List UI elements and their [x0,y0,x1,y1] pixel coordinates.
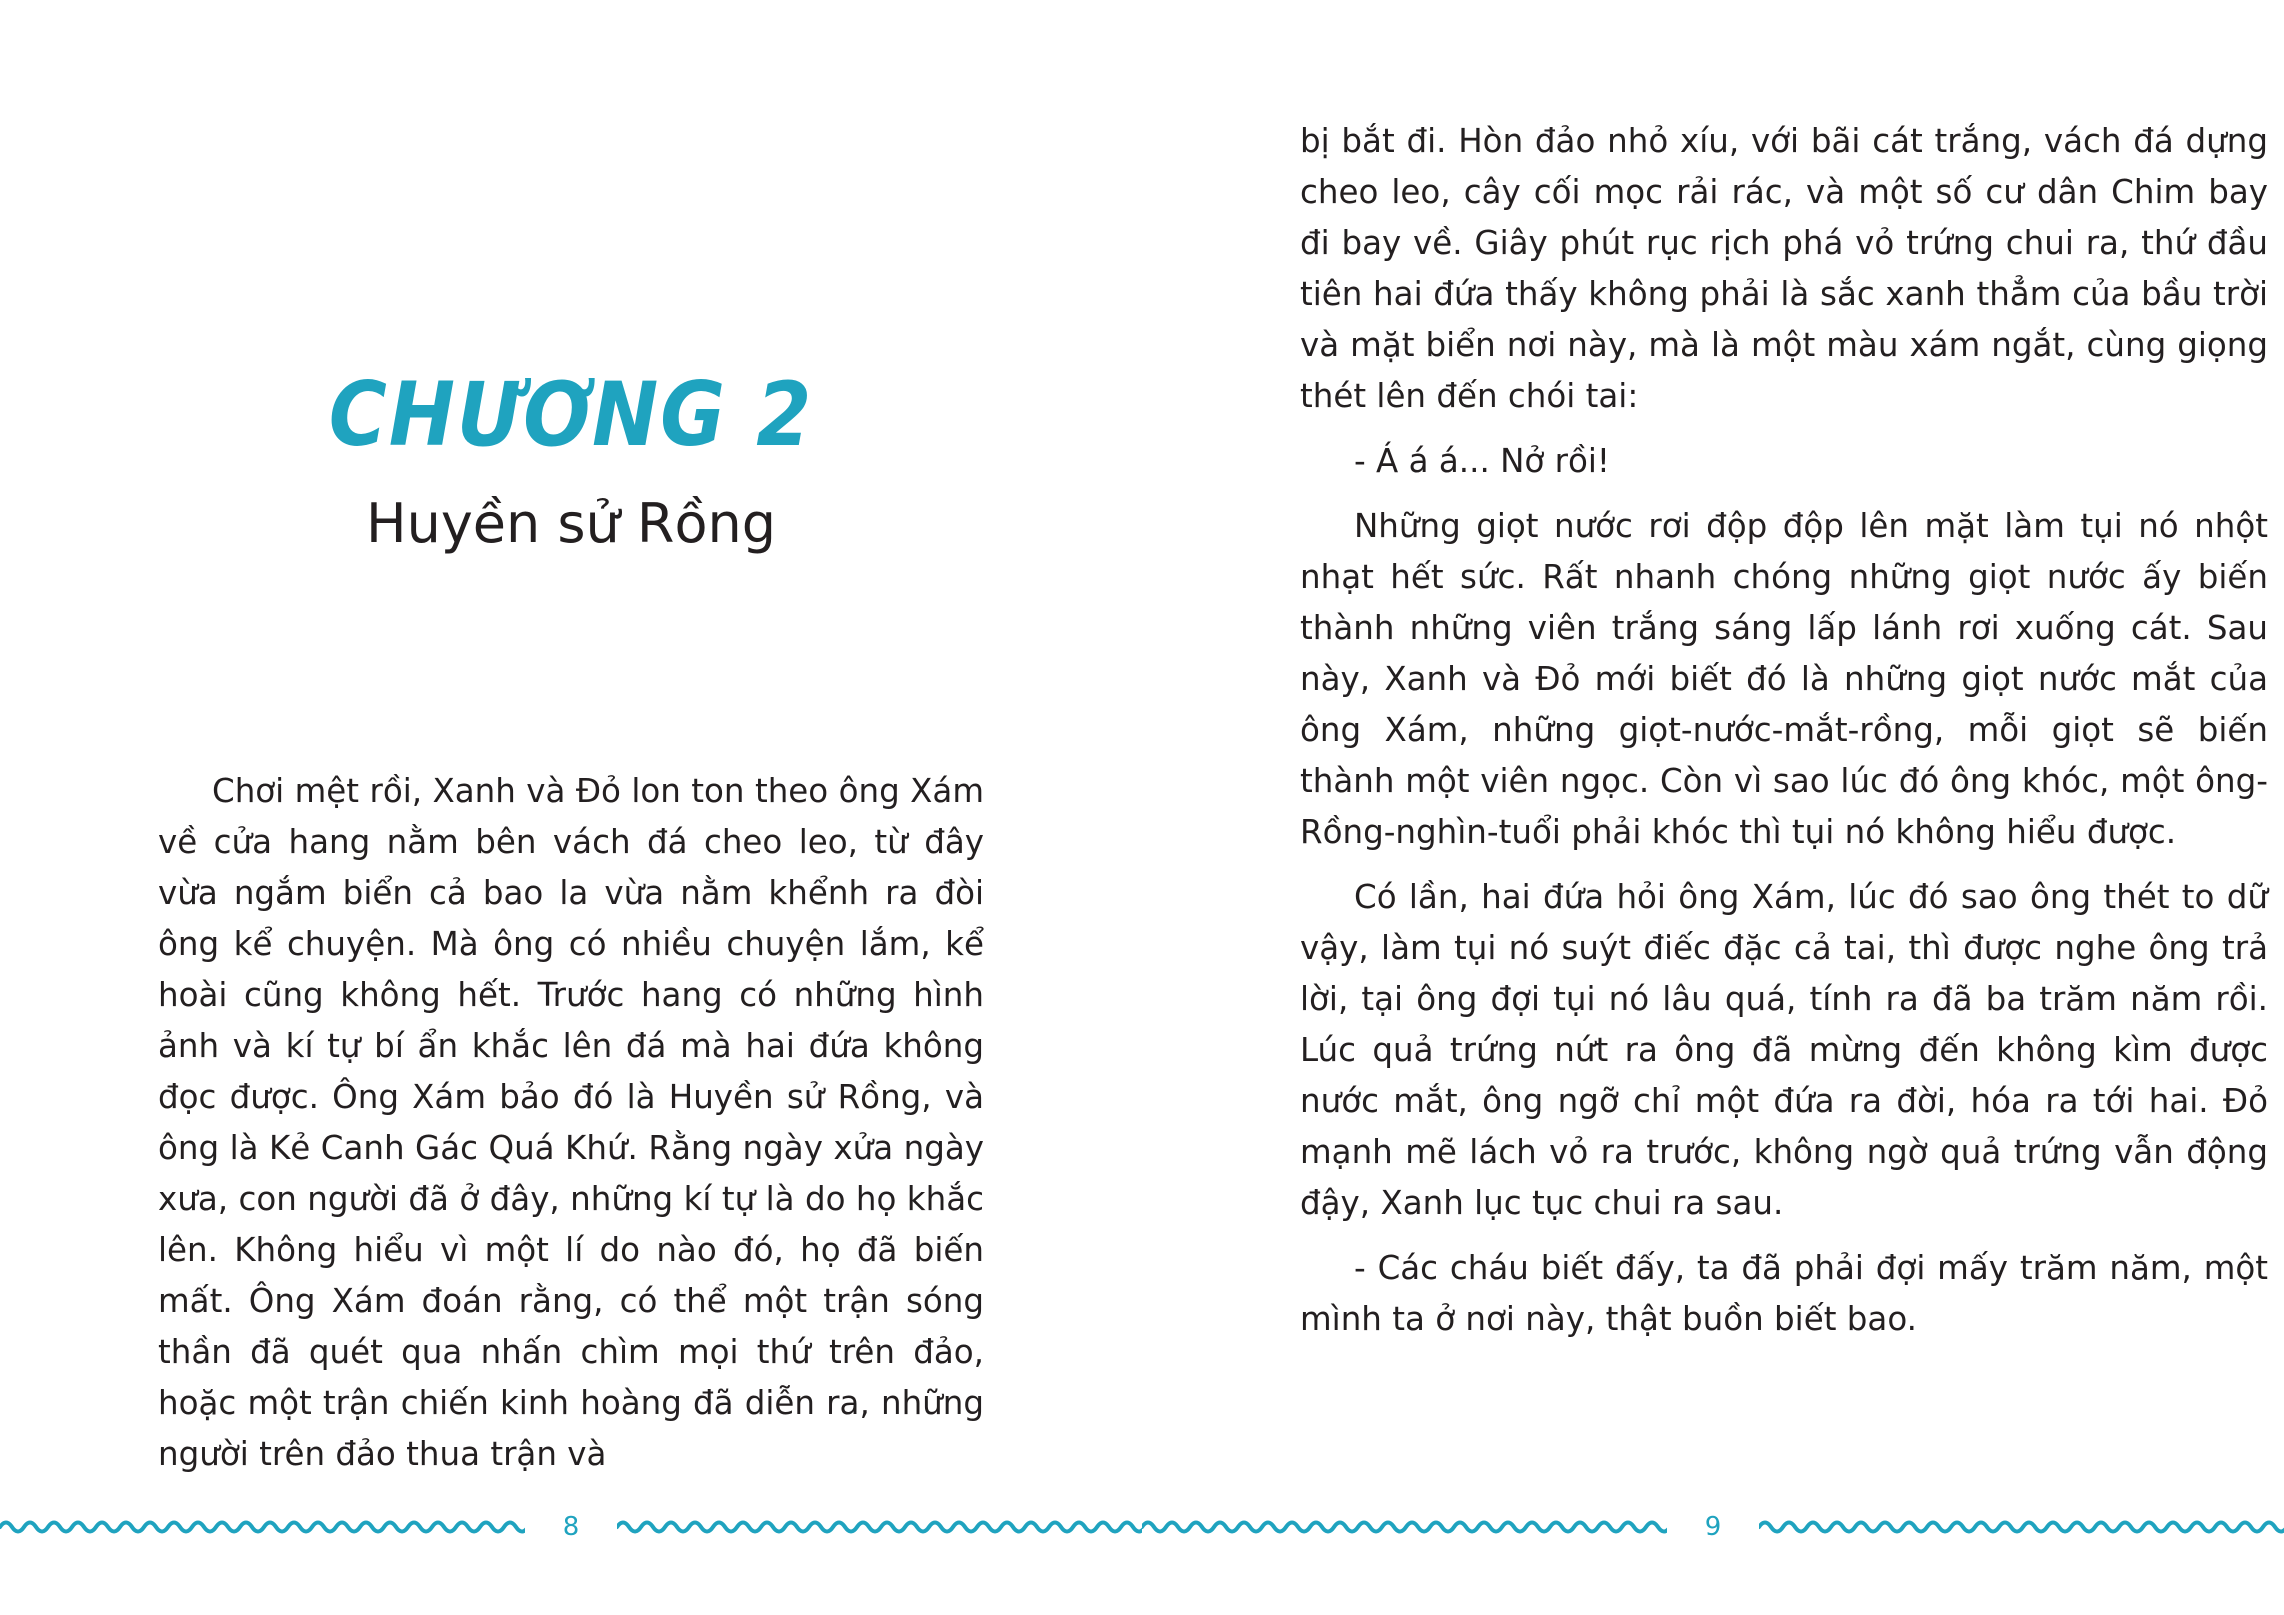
dialog-line: - Á á á... Nở rồi! [1354,442,1610,480]
paragraph: Có lần, hai đứa hỏi ông Xám, lúc đó sao ông thét to dữ vậy, làm tụi nó suýt điếc đặc cả tai, thì được nghe ông trả lời, tại ông đợi tụi nó lâu quá, tính ra đã ba trăm năm rồi. Lúc quả trứng nứt ra ông đã mừng đến không kìm được nước mắt, ông ngỡ chỉ một đứa ra đời, hóa ra tới hai. Đỏ mạnh mẽ lách vỏ ra trước, không ngờ quả trứng vẫn động đậy, Xanh lục tục chui ra sau. [1300,878,2268,1222]
right-page-body [1300,116,2268,1359]
paragraph: bị bắt đi. Hòn đảo nhỏ xíu, với bãi cát trắng, vách đá dựng cheo leo, cây cối mọc rải rác, và một số cư dân Chim bay đi bay về. Giây phút rục rịch phá vỏ trứng chui ra, thứ đầu tiên hai đứa thấy không phải là sắc xanh thẳm của bầu trời và mặt biển nơi này, mà là một màu xám ngắt, cùng giọng thét lên đến chói tai: [1300,122,2268,415]
chapter-title: Huyền sử Rồng [366,492,776,555]
wavy-line-icon [617,1512,1142,1542]
page-number-right: 9 [1704,1512,1722,1542]
wavy-line-icon [0,1512,525,1542]
dialog-line: - Các cháu biết đấy, ta đã phải đợi mấy trăm năm, một mình ta ở nơi này, thật buồn biết bao. [1300,1249,2268,1338]
chapter-number: CHƯƠNG 2 [328,363,814,466]
wavy-line-icon [1142,1512,1667,1542]
paragraph: Những giọt nước rơi độp độp lên mặt làm tụi nó nhột nhạt hết sức. Rất nhanh chóng những giọt nước ấy biến thành những viên trắng sáng lấp lánh rơi xuống cát. Sau này, Xanh và Đỏ mới biết đó là những giọt nước mắt của ông Xám, những giọt-nước-mắt-rồng, mỗi giọt sẽ biến thành một viên ngọc. Còn vì sao lúc đó ông khóc, một ông-Rồng-nghìn-tuổi phải khóc thì tụi nó không hiểu được. [1300,507,2268,851]
left-page-body [158,766,984,1494]
paragraph: Chơi mệt rồi, Xanh và Đỏ lon ton theo ông Xám về cửa hang nằm bên vách đá cheo leo, từ đây vừa ngắm biển cả bao la vừa nằm khểnh ra đòi ông kể chuyện. Mà ông có nhiều chuyện lắm, kể hoài cũng không hết. Trước hang có những hình ảnh và kí tự bí ẩn khắc lên đá mà hai đứa không đọc được. Ông Xám bảo đó là Huyền sử Rồng, và ông là Kẻ Canh Gác Quá Khứ. Rằng ngày xửa ngày xưa, con người đã ở đây, những kí tự là do họ khắc lên. Không hiểu vì một lí do nào đó, họ đã biến mất. Ông Xám đoán rằng, có thể một trận sóng thần đã quét qua nhấn chìm mọi thứ trên đảo, hoặc một trận chiến kinh hoàng đã diễn ra, những người trên đảo thua trận và [158,772,984,1473]
wavy-line-icon [1759,1512,2284,1542]
right-page [1142,0,2284,1615]
page-number-left: 8 [562,1512,580,1542]
chapter-heading [0,360,1142,564]
